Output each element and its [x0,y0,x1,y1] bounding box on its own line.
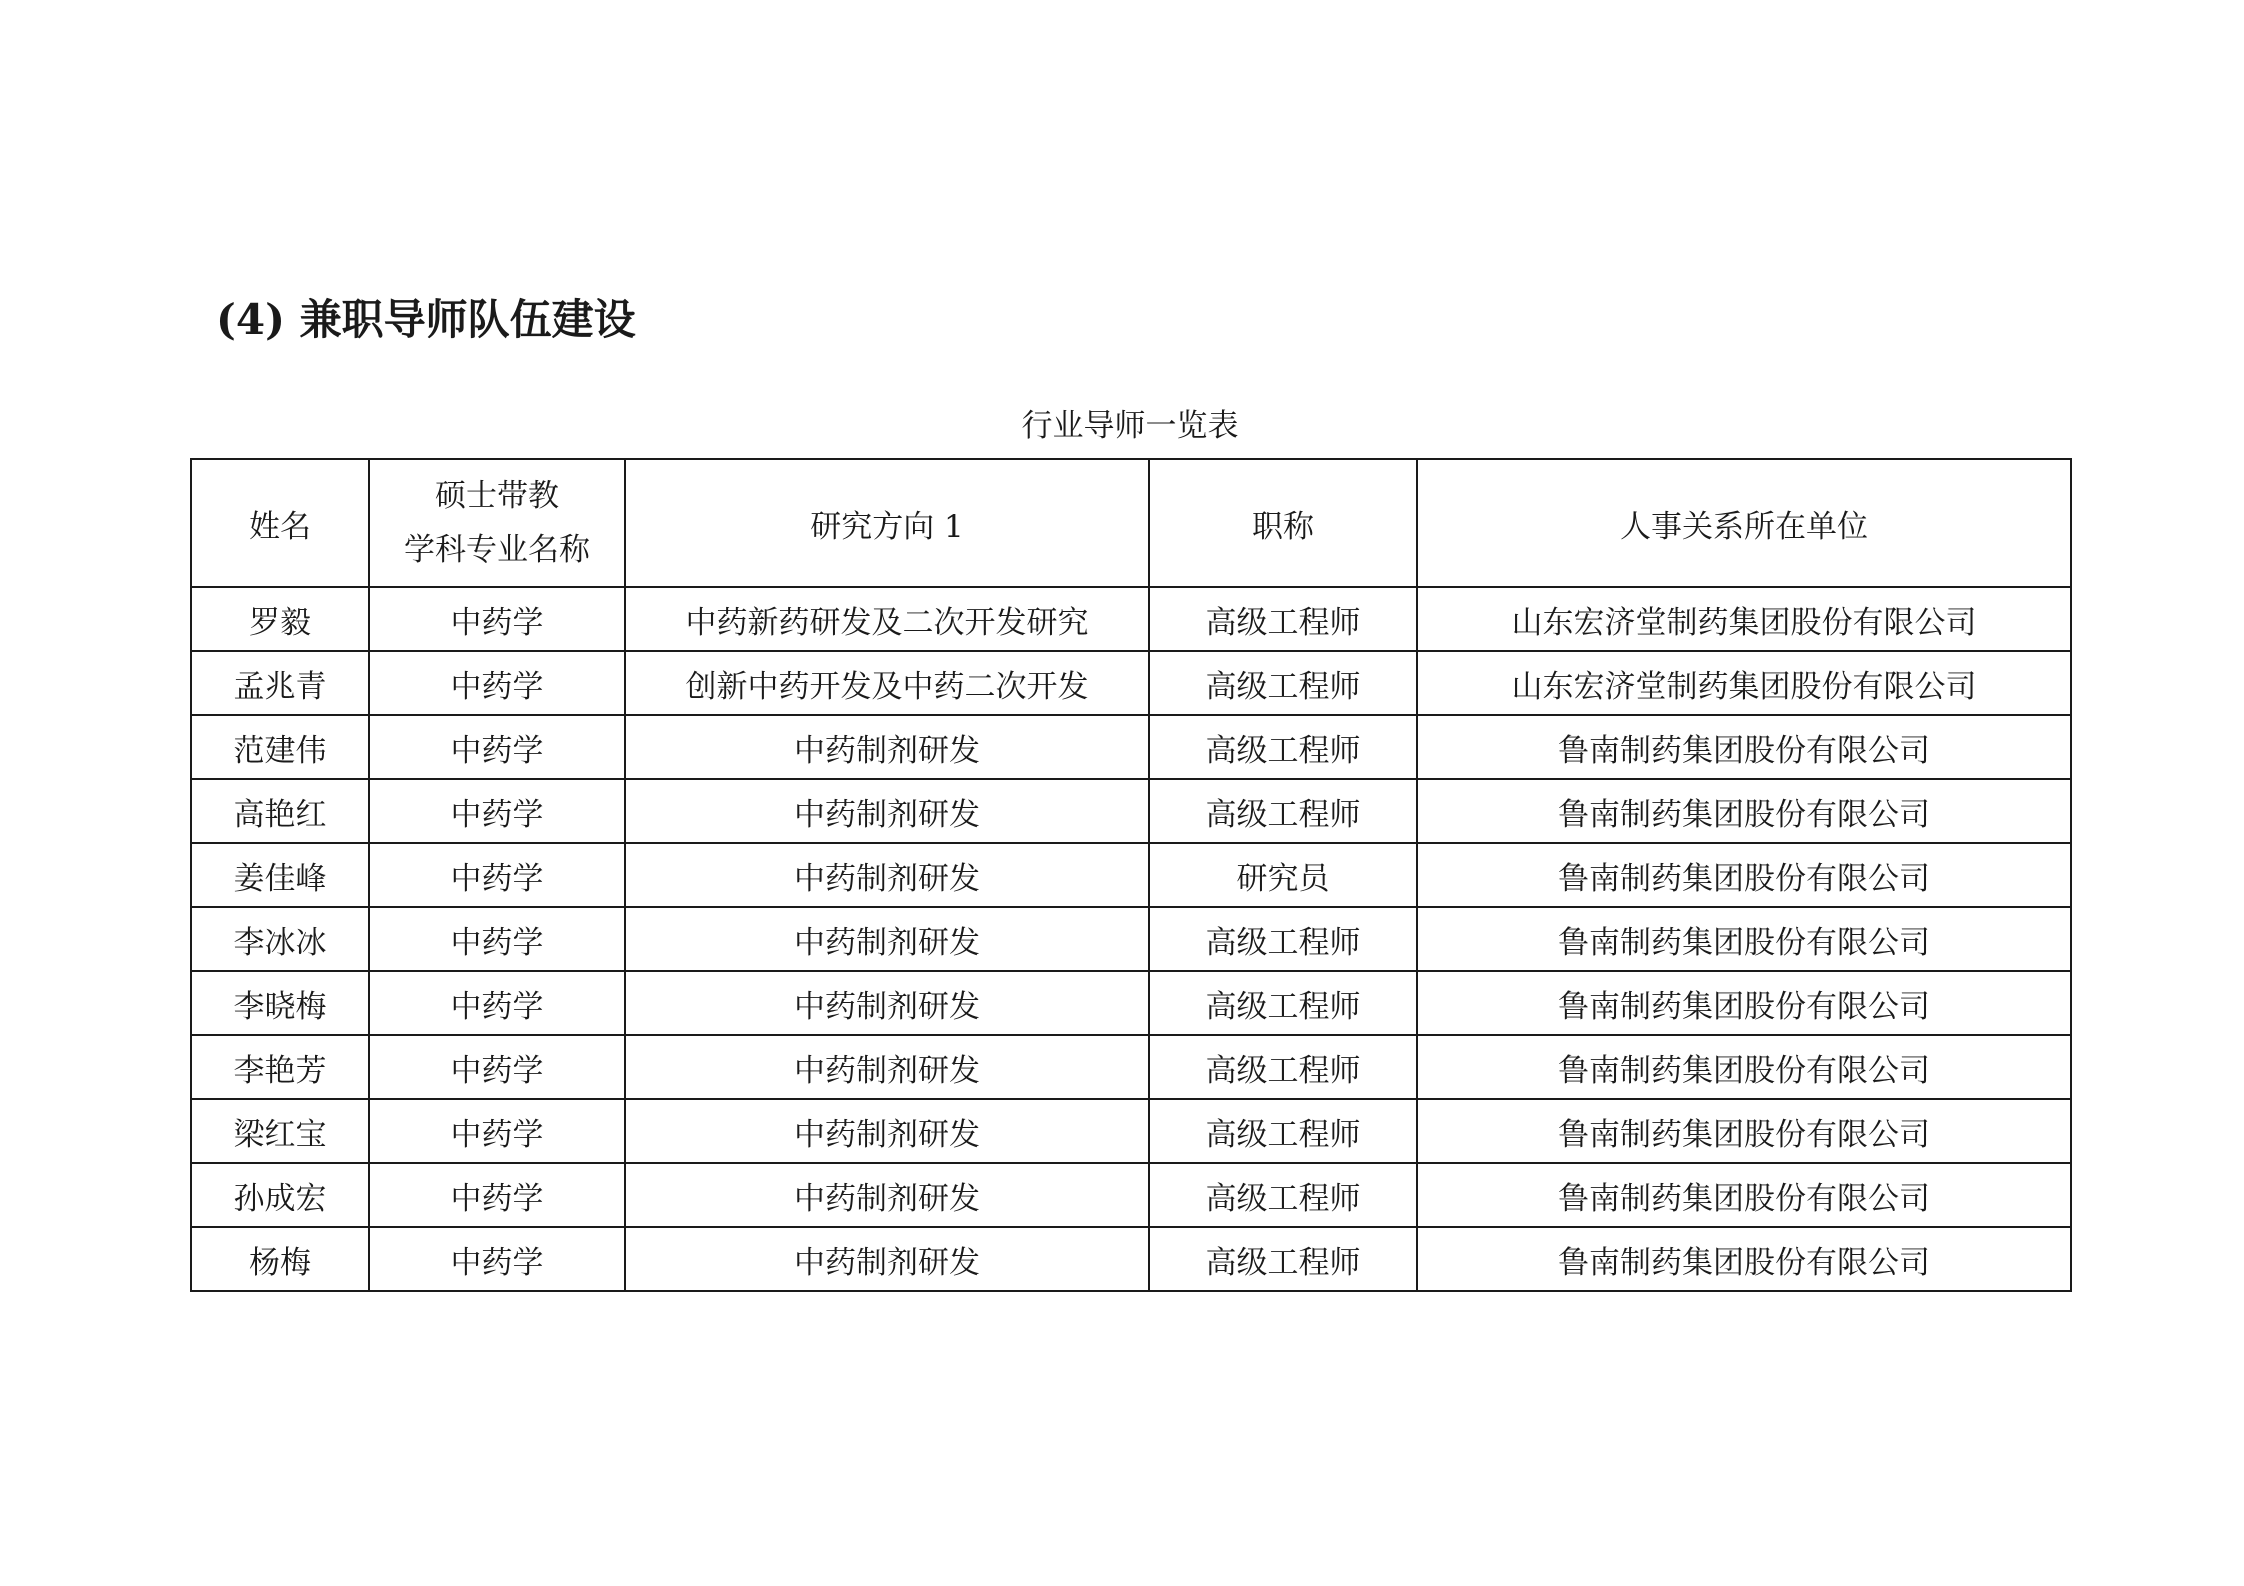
cell-title: 高级工程师 [1149,1163,1417,1227]
header-name: 姓名 [191,459,369,587]
header-subject [369,459,625,587]
cell-unit: 鲁南制药集团股份有限公司 [1417,971,2071,1035]
header-research: 研究方向 1 [625,459,1149,587]
cell-unit: 鲁南制药集团股份有限公司 [1417,779,2071,843]
cell-subject: 中药学 [369,1163,625,1227]
table-row [191,715,2071,779]
cell-research: 中药制剂研发 [625,1099,1149,1163]
cell-subject: 中药学 [369,971,625,1035]
cell-research: 中药制剂研发 [625,1227,1149,1291]
cell-subject: 中药学 [369,779,625,843]
cell-unit: 山东宏济堂制药集团股份有限公司 [1417,651,2071,715]
table-row [191,779,2071,843]
cell-subject: 中药学 [369,1227,625,1291]
header-unit: 人事关系所在单位 [1417,459,2071,587]
cell-title: 高级工程师 [1149,971,1417,1035]
cell-research: 中药新药研发及二次开发研究 [625,587,1149,651]
table-row [191,651,2071,715]
cell-subject: 中药学 [369,1035,625,1099]
cell-unit: 鲁南制药集团股份有限公司 [1417,1227,2071,1291]
cell-unit: 山东宏济堂制药集团股份有限公司 [1417,587,2071,651]
cell-name: 孙成宏 [191,1163,369,1227]
cell-name: 李艳芳 [191,1035,369,1099]
table-body [191,587,2071,1291]
cell-name: 范建伟 [191,715,369,779]
cell-unit: 鲁南制药集团股份有限公司 [1417,1163,2071,1227]
table-caption: 行业导师一览表 [1021,408,1239,444]
cell-name: 罗毅 [191,587,369,651]
cell-title: 高级工程师 [1149,1099,1417,1163]
table-row [191,971,2071,1035]
cell-title: 高级工程师 [1149,1035,1417,1099]
table-row [191,1163,2071,1227]
table-row [191,1035,2071,1099]
cell-research: 中药制剂研发 [625,907,1149,971]
cell-title: 高级工程师 [1149,587,1417,651]
table-row [191,843,2071,907]
cell-research: 中药制剂研发 [625,843,1149,907]
cell-research: 中药制剂研发 [625,715,1149,779]
cell-title: 研究员 [1149,843,1417,907]
section-title: (4) 兼职导师队伍建设 [216,295,636,344]
cell-name: 孟兆青 [191,651,369,715]
table-row [191,1099,2071,1163]
cell-unit: 鲁南制药集团股份有限公司 [1417,1035,2071,1099]
table-row [191,1227,2071,1291]
cell-subject: 中药学 [369,587,625,651]
cell-title: 高级工程师 [1149,651,1417,715]
header-title: 职称 [1149,459,1417,587]
header-subject-line2: 学科专业名称 [404,532,590,568]
cell-research: 中药制剂研发 [625,1163,1149,1227]
cell-subject: 中药学 [369,843,625,907]
cell-research: 中药制剂研发 [625,779,1149,843]
cell-title: 高级工程师 [1149,907,1417,971]
table-row [191,587,2071,651]
cell-name: 姜佳峰 [191,843,369,907]
cell-subject: 中药学 [369,1099,625,1163]
header-subject-line1: 硕士带教 [435,478,559,514]
cell-subject: 中药学 [369,651,625,715]
cell-name: 高艳红 [191,779,369,843]
cell-unit: 鲁南制药集团股份有限公司 [1417,1099,2071,1163]
cell-subject: 中药学 [369,907,625,971]
cell-name: 李冰冰 [191,907,369,971]
cell-title: 高级工程师 [1149,779,1417,843]
cell-research: 中药制剂研发 [625,1035,1149,1099]
cell-subject: 中药学 [369,715,625,779]
cell-name: 梁红宝 [191,1099,369,1163]
mentor-table [190,458,2072,1292]
cell-unit: 鲁南制药集团股份有限公司 [1417,715,2071,779]
cell-name: 李晓梅 [191,971,369,1035]
cell-name: 杨梅 [191,1227,369,1291]
cell-title: 高级工程师 [1149,715,1417,779]
cell-research: 创新中药开发及中药二次开发 [625,651,1149,715]
cell-unit: 鲁南制药集团股份有限公司 [1417,907,2071,971]
table-header-row [191,459,2071,587]
cell-unit: 鲁南制药集团股份有限公司 [1417,843,2071,907]
cell-title: 高级工程师 [1149,1227,1417,1291]
table-row [191,907,2071,971]
cell-research: 中药制剂研发 [625,971,1149,1035]
